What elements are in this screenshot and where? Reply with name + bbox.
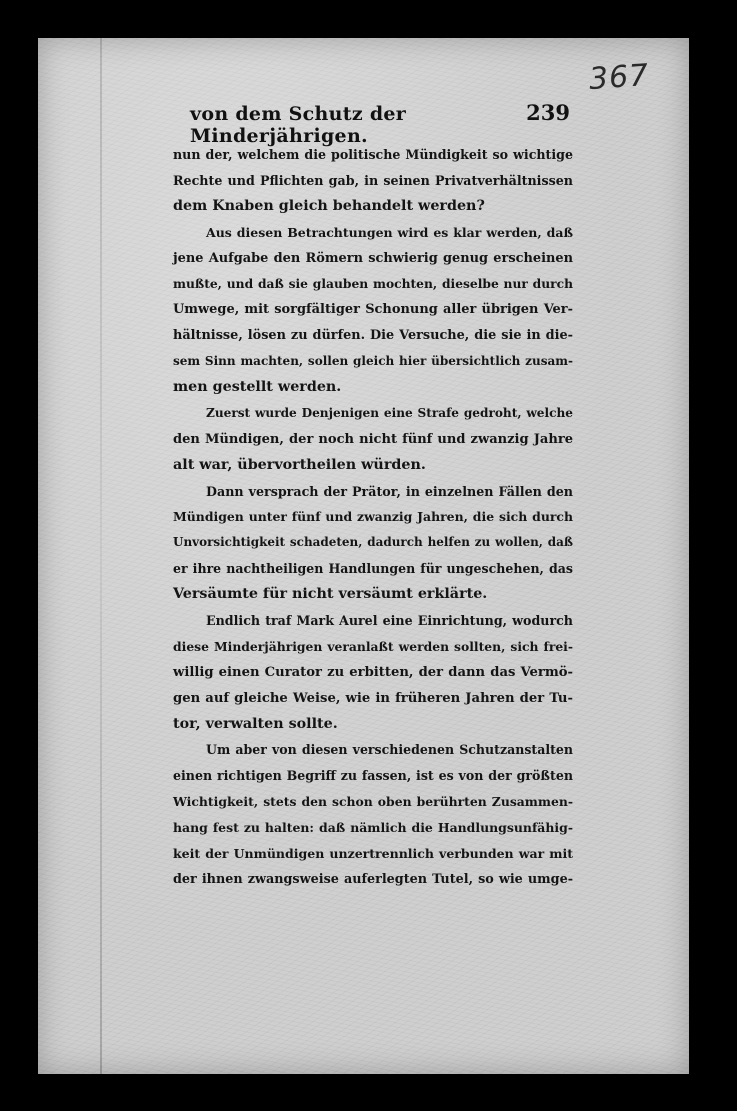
text-line: Rechte und Pflichten gab, in seinen Privatverhältnissen <box>173 172 573 188</box>
text-line: willig einen Curator zu erbitten, der dann das Vermö- <box>173 664 573 680</box>
text-line: er ihre nachtheiligen Handlungen für ungeschehen, das <box>173 561 573 577</box>
body-text <box>173 142 573 893</box>
text-line: Um aber von diesen verschiedenen Schutzanstalten <box>206 742 573 758</box>
text-line: men gestellt werden. <box>173 379 342 396</box>
text-line: Unvorsichtigkeit schadeten, dadurch helfen zu wollen, daß <box>173 535 573 550</box>
page-number: 239 <box>526 100 570 125</box>
text-line: Versäumte für nicht versäumt erklärte. <box>173 586 488 603</box>
text-line: hältnisse, lösen zu dürfen. Die Versuche, die sie in die- <box>173 328 573 344</box>
text-line: tor, verwalten sollte. <box>173 715 338 732</box>
text-line: den Mündigen, der noch nicht fünf und zwanzig Jahre <box>173 431 573 447</box>
text-line: sem Sinn machten, sollen gleich hier übersichtlich zusam- <box>173 354 573 369</box>
text-line: einen richtigen Begriff zu fassen, ist es von der größten <box>173 768 573 784</box>
running-header-title: von dem Schutz der Minderjährigen. <box>190 103 407 147</box>
running-header <box>190 100 570 147</box>
text-line: Mündigen unter fünf und zwanzig Jahren, die sich durch <box>173 509 573 525</box>
text-line: keit der Unmündigen unzertrennlich verbunden war mit <box>173 846 573 862</box>
text-line: diese Minderjährigen veranlaßt werden sollten, sich frei- <box>173 638 573 654</box>
text-line: hang fest zu halten: daß nämlich die Handlungsunfähig- <box>173 820 573 836</box>
text-line: mußte, und daß sie glauben mochten, dieselbe nur durch <box>173 276 573 292</box>
text-line: alt war, übervortheilen würden. <box>173 456 426 473</box>
text-line: der ihnen zwangsweise auferlegten Tutel, so wie umge- <box>173 871 573 887</box>
text-line: gen auf gleiche Weise, wie in früheren Jahren der Tu- <box>173 690 573 706</box>
text-line: Zuerst wurde Denjenigen eine Strafe gedroht, welche <box>206 405 573 420</box>
text-line: jene Aufgabe den Römern schwierig genug erscheinen <box>173 250 573 266</box>
text-line: Wichtigkeit, stets den schon oben berührten Zusammen- <box>173 794 573 810</box>
handwritten-page-mark: 367 <box>587 57 651 98</box>
text-line: Aus diesen Betrachtungen wird es klar werden, daß <box>206 224 573 240</box>
text-line: nun der, welchem die politische Mündigkeit so wichtige <box>173 147 573 162</box>
text-line: Endlich traf Mark Aurel eine Einrichtung, wodurch <box>206 613 573 629</box>
paper-fold <box>100 38 102 1074</box>
text-line: dem Knaben gleich behandelt werden? <box>173 197 485 214</box>
text-line: Umwege, mit sorgfältiger Schonung aller übrigen Ver- <box>173 302 573 318</box>
text-line: Dann versprach der Prätor, in einzelnen Fällen den <box>206 483 573 499</box>
